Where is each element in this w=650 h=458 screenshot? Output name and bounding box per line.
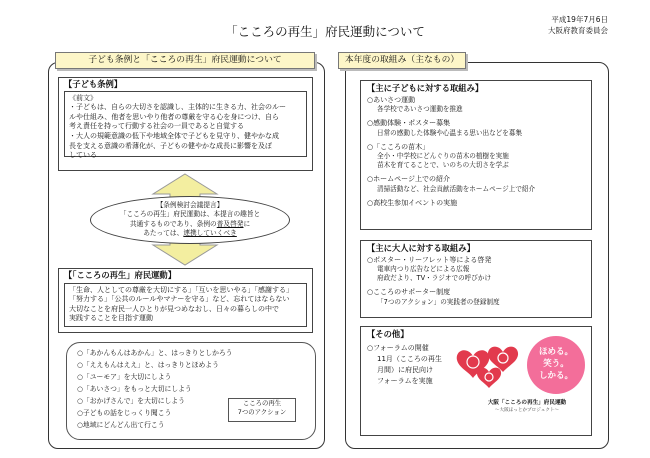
actions-note-line: こころの再生 [242, 399, 282, 407]
item-body: 各学校であいさつ運動を推進 [377, 105, 463, 114]
proposal-line-1: 「こころの再生」府民運動は、本提言の趣旨と [119, 210, 261, 219]
item-body: 全小・中学校にどんぐりの苗木の植樹を実施 [377, 152, 509, 161]
action-item: ○子どもの話をじっくり聞こう [77, 409, 172, 417]
children-item [367, 96, 585, 115]
proposal-underline: 連携していくべき [183, 229, 237, 238]
actions-note [228, 398, 296, 422]
other-line: 月間）に府民向け [377, 365, 433, 374]
preamble-box [64, 91, 307, 160]
item-head: ○ホームページ上での紹介 [367, 175, 450, 184]
children-title: 【主に子どもに対する取組み】 [367, 83, 484, 93]
right-header: 本年度の取組み（主なもの） [338, 52, 466, 69]
proposal-text: あたっては、 [143, 229, 184, 238]
proposal-line-2 [91, 220, 289, 229]
logo-caption: 大阪「こころの再生」府民運動 [487, 400, 567, 406]
slogan-line: しかる。 [538, 371, 573, 381]
left-header: 子ども条例と「こころの再生」府民運動について [55, 52, 315, 69]
proposal-ellipse [90, 196, 290, 244]
movement-inner [64, 283, 307, 327]
proposal-text: に [243, 219, 251, 228]
preamble-line: している [69, 151, 97, 160]
item-head: ○感動体験・ポスター募集 [367, 119, 451, 128]
children-item [367, 143, 585, 171]
action-item: ○「あかんもんはあかん」と、はっきりとしかろう [77, 349, 233, 357]
action-item: ○「おかげさんで」を大切にしよう [77, 397, 185, 405]
item-head: ○こころのサポーター制度 [367, 288, 451, 297]
item-head: ○「こころの苗木」 [367, 142, 430, 151]
slogan-line: ほめる。 [538, 347, 573, 357]
preamble-label: 《前文》 [69, 93, 97, 102]
other-title: 【その他】 [367, 329, 409, 339]
movement-line: 大切なことを府民一人ひとりが見つめなおし、日々の暮らしの中で [69, 304, 279, 313]
preamble-line: 考え責任を持って行動する社会の一員であると自覚する [69, 122, 244, 131]
item-body: 「7つのアクション」の実践者の登録制度 [377, 297, 500, 306]
date-block [548, 14, 608, 36]
movement-line: 「努力する」「公共のルールやマナーを守る」など、忘れてはならない [69, 295, 290, 304]
children-item [367, 119, 585, 138]
item-body: 府政だより、TV・ラジオでの呼びかけ [377, 274, 492, 283]
logo-subcaption: 〜大阪ほっとかプロジェクト〜 [494, 408, 560, 413]
adults-title: 【主に大人に対する取組み】 [367, 243, 475, 253]
children-item [367, 175, 585, 194]
item-body: 電車内つり広告などによる広報 [377, 265, 470, 274]
actions-scroll [66, 342, 316, 440]
proposal-underline: 普及啓発 [216, 219, 244, 228]
preamble-line: 長を支える意識の希薄化が、子どもの健やかな成長に影響を及ぼ [69, 141, 272, 150]
item-head: ○ポスター・リーフレット等による啓発 [367, 255, 492, 264]
other-line: フォーラムを実施 [377, 376, 433, 385]
item-body: 日常の感動した体験や心温まる思い出などを募集 [377, 128, 523, 137]
adults-item [367, 256, 585, 284]
org-text: 大阪府教育委員会 [548, 26, 608, 35]
proposal-title: 【条例検討会議提言】 [156, 201, 224, 209]
item-head: ○高校生参加イベントの実施 [367, 198, 458, 207]
children-box [360, 80, 592, 230]
item-head: ○あいさつ運動 [367, 95, 416, 104]
action-item: ○地域にどんどん出て行こう [77, 421, 165, 429]
preamble-line: ・子どもは、自らの大切さを認識し、主体的に生きる力、社会のルー [69, 103, 286, 112]
ordinance-title: 【子ども条例】 [64, 79, 123, 89]
proposal-line-3 [91, 229, 289, 238]
other-line: 11月（こころの再生 [377, 354, 442, 363]
movement-title: 【「こころの再生」府民運動】 [64, 270, 177, 280]
item-body: 苗木を育てることで、いのちの大切さを学ぶ [377, 161, 509, 170]
action-item: ○「ユーモア」を大切にしよう [77, 373, 172, 381]
preamble-line: ルや仕組み、他者を思いやり他者の尊厳を守る心を身につけ、自ら [69, 112, 279, 121]
date-text: 平成19年7月6日 [551, 15, 608, 24]
proposal-text: 共通するものであり、条例の [129, 219, 217, 228]
adults-box [360, 240, 592, 318]
adults-item [367, 288, 585, 307]
actions-note-line: 7つのアクション [237, 408, 287, 416]
action-item: ○「あいさつ」をもっと大切にしよう [77, 385, 192, 393]
slogan-line: 笑う。 [543, 359, 569, 369]
movement-line: 実践することを目指す運動 [69, 314, 153, 323]
hearts-logo-icon [453, 338, 533, 390]
other-line: ○フォーラムの開催 [367, 343, 429, 352]
preamble-line: ・大人の規範意識の低下や地域全体で子どもを見守り、健やかな成 [69, 131, 279, 140]
movement-box [58, 268, 313, 333]
children-item [367, 199, 585, 209]
item-body: 清掃活動など、社会貢献活動をホームページ上で紹介 [377, 184, 536, 193]
movement-line: 「生命、人としての尊厳を大切にする」「互いを思いやる」「感謝する」 [69, 285, 293, 294]
action-item: ○「ええもんはええ」と、はっきりとほめよう [77, 361, 219, 369]
ordinance-box [58, 77, 313, 171]
slogan-circle [527, 336, 585, 394]
page-title: 「こころの再生」府民運動について [225, 24, 425, 39]
